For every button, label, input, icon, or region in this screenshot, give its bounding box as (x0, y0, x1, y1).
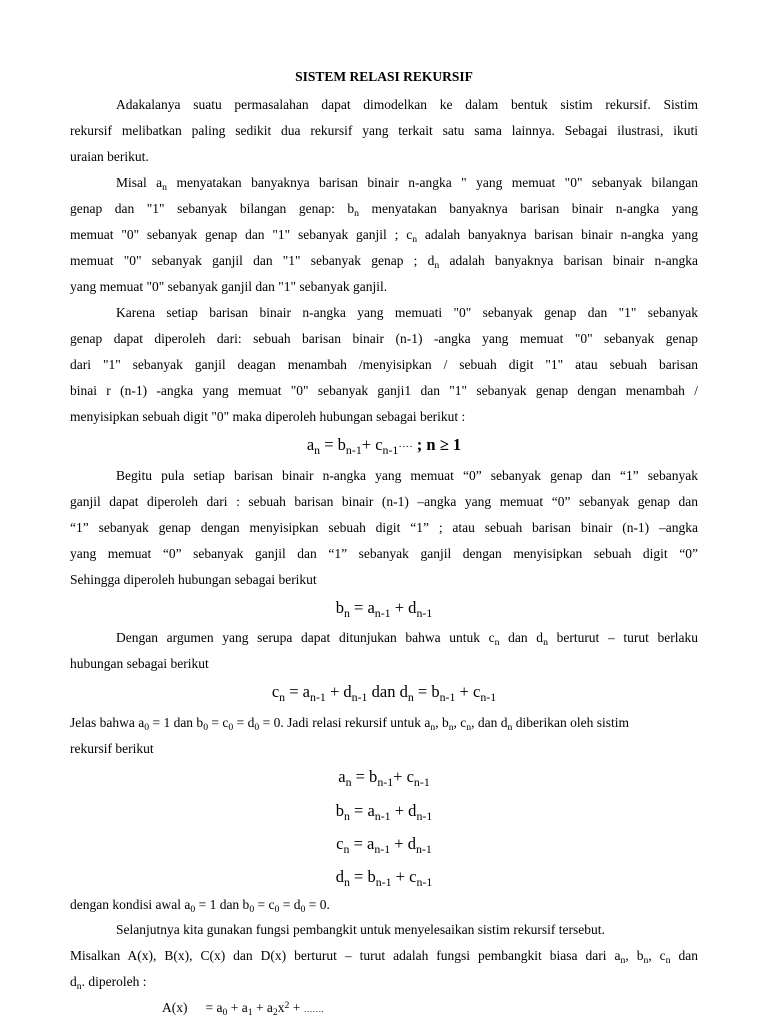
generating-function-A: $A(x) = a_0 + a_1 + a_2x^2$ + ……. (162, 999, 324, 1019)
p1-line3: uraian berikut. (70, 149, 149, 164)
p8-line1: Selanjutnya kita gunakan fungsi pembangkit untuk menyelesaikan sistim rekursif tersebut. (116, 922, 605, 937)
p2-line3: memuat "0" sebanyak genap dan "1" sebanyak ganjil ; $c_n$ adalah banyaknya barisan binair n-angka yang (70, 227, 699, 246)
p3-line3: dari "1" sebanyak ganjil deagan menambah /menyisipkan / sebuah digit "1" atau sebuah barisan (70, 357, 698, 372)
equation-cn-dn: $c_n = a_{n-1} + d_{n-1}$ dan $d_n = b_{n-1} + c_{n-1}$ (271, 682, 497, 705)
equation-an: $a_n = b_{n-1}+ c_{n-1}\cdot\cdot\cdot\cdot$ ; n ≥ 1 (306, 435, 462, 458)
p2-line4: memuat "0" sebanyak ganjil dan "1" sebanyak genap ; $d_n$ adalah banyaknya barisan binair n-angka (70, 253, 698, 272)
p4-line5: Sehingga diperoleh hubungan sebagai berikut (70, 572, 317, 587)
p8-line2: Misalkan A(x), B(x), C(x) dan D(x) berturut – turut adalah fungsi pembangkit biasa dari $a_n$, $b_n$, $c_n$ dan (70, 948, 699, 967)
p3-line1: Karena setiap barisan binair n-angka yang memuati "0" sebanyak genap dan "1" sebanyak (116, 305, 698, 320)
p2-line5: yang memuat "0" sebanyak ganjil dan "1" sebanyak ganjil. (70, 279, 388, 294)
p4-line2: ganjil dapat diperoleh dari : sebuah barisan binair (n-1) –angka yang memuat “0” sebanyak genap dan (70, 494, 698, 509)
p1-line2: rekursif melibatkan paling sedikit dua rekursif yang terkait satu sama lainnya. Sebagai ilustrasi, ikuti (70, 123, 698, 138)
p4-line1: Begitu pula setiap barisan binair n-angka yang memuat “0” sebanyak genap dan “1” sebanyak (116, 468, 698, 483)
initial-conditions: dengan kondisi awal $a_0 = 1$ dan $b_0 = c_0 = d_0 = 0$. (70, 897, 330, 916)
p6-line2: rekursif berikut (70, 741, 154, 756)
document-title: SISTEM RELASI REKURSIF (295, 69, 473, 84)
p6-line1: Jelas bahwa $a_0 = 1$ dan $b_0 = c_0 = d_0 = 0$. Jadi relasi rekursif untuk $a_n$, $b_n$, $c_n$, dan $d_n$ diberikan oleh sistim (70, 715, 629, 734)
p1-line1: Adakalanya suatu permasalahan dapat dimodelkan ke dalam bentuk sistim rekursif. Sistim (116, 97, 698, 112)
system-eq-a: $a_n = b_{n-1}+ c_{n-1}$ (338, 767, 430, 790)
p5-line1: Dengan argumen yang serupa dapat ditunjukan bahwa untuk $c_n$ dan $d_n$ berturut – turut berlaku (116, 630, 698, 649)
equation-bn: $b_n = a_{n-1} + d_{n-1}$ (335, 598, 433, 621)
p2-line2: genap dan "1" sebanyak bilangan genap: $b_n$ menyatakan banyaknya barisan binair n-angka yang (70, 201, 699, 220)
p2-line1: Misal $a_n$ menyatakan banyaknya barisan binair n-angka " yang memuat "0" sebanyak bilangan (116, 175, 699, 194)
p8-line3: $d_n$. diperoleh : (70, 974, 147, 993)
p4-line3: “1” sebanyak genap dengan menyisipkan sebuah digit “1” ; atau sebuah barisan binair (n-1) –angka (70, 520, 698, 535)
p5-line2: hubungan sebagai berikut (70, 656, 209, 671)
p3-line2: genap dapat diperoleh dari: sebuah barisan binair (n-1) -angka yang memuat "0" sebanyak genap (70, 331, 698, 346)
p3-line5: menyisipkan sebuah digit "0" maka diperoleh hubungan sebagai berikut : (70, 409, 466, 424)
p3-line4: binai r (n-1) -angka yang memuat "0" sebanyak ganji1 dan "1" sebanyak genap dengan menambah / (70, 383, 698, 398)
p4-line4: yang memuat “0” sebanyak ganjil dan “1” sebanyak ganjil dengan menyisipkan sebuah digit “0” (70, 546, 698, 561)
system-eq-c: $c_n = a_{n-1} + d_{n-1}$ (336, 834, 432, 857)
system-eq-b: $b_n = a_{n-1} + d_{n-1}$ (335, 801, 433, 824)
system-eq-d: $d_n = b_{n-1} + c_{n-1}$ (335, 867, 433, 890)
